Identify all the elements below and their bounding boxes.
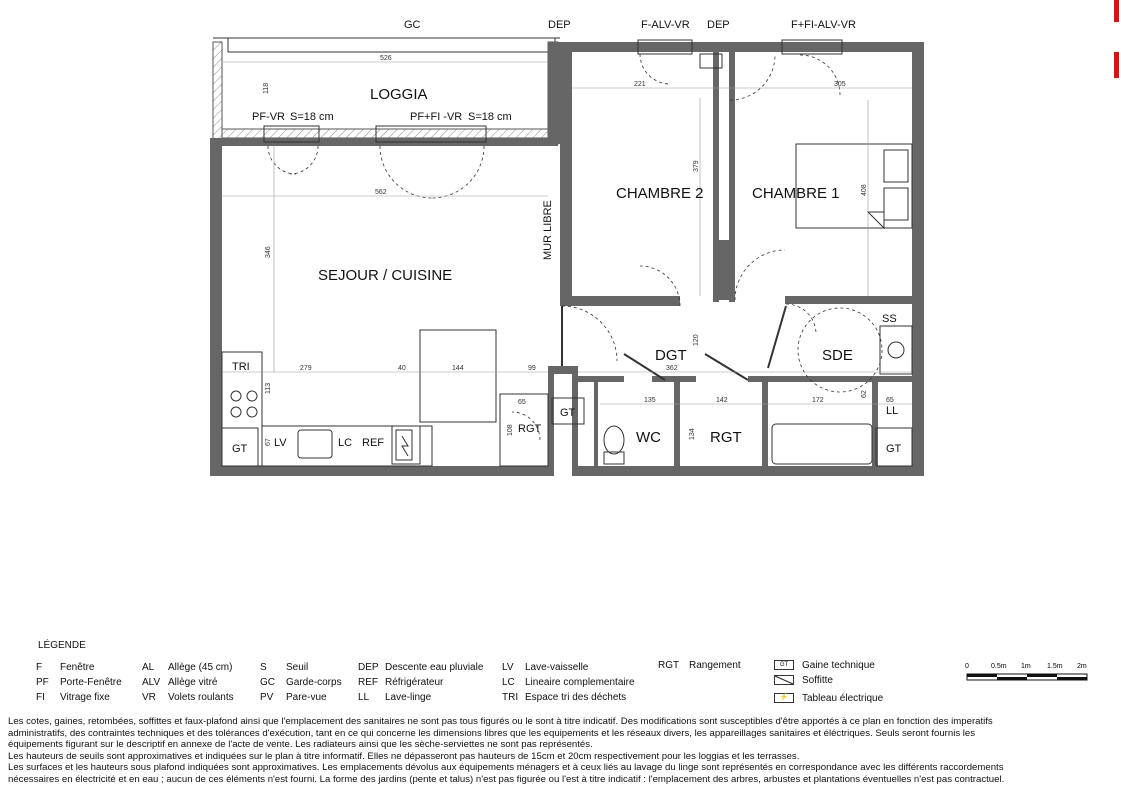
label-gc: GC [404, 19, 421, 31]
legend-item [142, 660, 234, 675]
dim-562: 562 [375, 189, 387, 196]
dim-144: 144 [452, 365, 464, 372]
note-line: Les cotes, gaines, retombées, soffittes et faux-plafond ainsi que l'emplacement des sanitaires ne sont pas tous figurés ou le sont à titre indicatif. Des modifications sont susceptibles d'être apportés à ce plan en fonction des imperatifs [8, 716, 993, 727]
scale-label-15: 1.5m [1047, 663, 1063, 670]
legend-item [502, 675, 635, 690]
dim-99: 99 [528, 365, 536, 372]
loggia-sill [222, 129, 548, 138]
label-rgt-small: RGT [518, 423, 542, 435]
label-lc: LC [338, 437, 353, 449]
label-ref: REF [362, 437, 384, 449]
room-sde: SDE [822, 347, 853, 364]
kitchen-counter [222, 330, 496, 466]
legend-abbr: DEP [358, 662, 379, 673]
scale-label-1: 1m [1021, 663, 1031, 670]
legend-item [774, 691, 883, 706]
label-dep-2: DEP [707, 19, 730, 31]
dim-108: 108 [507, 424, 514, 436]
note-line: administratifs, des contraintes techniques et des tolérances d'exécution, tant en ce qui concerne les dimensions libres que les equipements et les réseaux divers, les appareillages sanitaires et éléctriques. Seuls seront fournis les [8, 727, 976, 739]
disclaimer-notes [0, 716, 1121, 786]
room-loggia: LOGGIA [370, 86, 428, 103]
legend-abbr: ALV [142, 677, 161, 688]
dim-142: 142 [716, 397, 728, 404]
label-gt-1: GT [232, 443, 248, 455]
label-f-fi-alv-vr: F+FI-ALV-VR [791, 19, 856, 31]
dim-65a: 65 [518, 399, 526, 406]
label-dep-1: DEP [548, 19, 571, 31]
dim-134: 134 [689, 428, 696, 440]
dim-135: 135 [644, 397, 656, 404]
label-f-alv-vr: F-ALV-VR [641, 19, 690, 31]
legend-abbr: PV [260, 692, 274, 703]
legend-text: Allège (45 cm) [168, 662, 233, 673]
legend-text: Lineaire complementaire [525, 677, 635, 688]
dim-305: 305 [834, 81, 846, 88]
legend-text: Volets roulants [168, 692, 234, 703]
dim-362: 362 [666, 365, 678, 372]
legend-text: Pare-vue [286, 692, 327, 703]
legend-text: Tableau électrique [802, 693, 884, 704]
legend-abbr: LL [358, 692, 370, 703]
room-chambre-2: CHAMBRE 2 [616, 185, 704, 202]
legend-col-3 [260, 660, 342, 705]
label-ss: SS [882, 313, 897, 325]
legend-item [774, 658, 883, 673]
label-pf-fi-vr: PF+FI -VR [410, 111, 463, 123]
tableau-electrique [396, 430, 412, 460]
soffite-icon [774, 675, 794, 685]
legend-abbr: S [260, 662, 267, 673]
legend-abbr: FI [36, 692, 45, 703]
legend-text: Gaine technique [802, 660, 875, 671]
legend-abbr: LC [502, 677, 515, 688]
legend-abbr: REF [358, 677, 378, 688]
scale-label-0: 0 [965, 663, 969, 670]
note-line: Les surfaces et les hauteurs sous plafond indiquées sont approximatives. Les emplacements dévolus aux équipements ménagers et à ceux liés au lavage du linge sont représentés en correspondance avec les différents raccordements [8, 762, 1004, 774]
legend-col-6 [658, 658, 741, 673]
legend-text: Seuil [286, 662, 309, 673]
legend-item [142, 690, 234, 705]
label-lv: LV [274, 437, 287, 449]
tableau-icon: ⚡ [774, 693, 794, 703]
room-dgt: DGT [655, 347, 687, 364]
legend-text: Descente eau pluviale [385, 662, 484, 673]
note-line: Les hauteurs de seuils sont approximatives et indiquées sur le plan à titre informatif. Elles ne dépasseront pas hauteurs de 15cm et 20cm respectivement pour les loggias et les terrasses. [8, 750, 800, 762]
legend-text: Vitrage fixe [60, 692, 110, 703]
legend-col-7 [774, 658, 883, 706]
legend-item [358, 660, 483, 675]
legend-item [260, 675, 342, 690]
legend-text: Soffitte [802, 675, 833, 686]
dim-67: 67 [265, 438, 272, 446]
legend-item [658, 658, 741, 673]
label-tri: TRI [232, 361, 250, 373]
dim-379: 379 [693, 160, 700, 172]
legend-abbr: PF [36, 677, 49, 688]
legend-abbr: GC [260, 677, 275, 688]
dim-118: 118 [263, 82, 270, 94]
legend-item [502, 690, 635, 705]
dim-526: 526 [380, 55, 392, 62]
legend-text: Lave-vaisselle [525, 662, 589, 673]
legend-text: Fenêtre [60, 662, 95, 673]
legend-abbr: F [36, 662, 43, 673]
legend-item [260, 690, 342, 705]
room-chambre-1: CHAMBRE 1 [752, 185, 840, 202]
legend-item [36, 675, 122, 690]
dim-65b: 65 [886, 397, 894, 404]
dim-120: 120 [693, 334, 700, 346]
dim-113: 113 [265, 382, 272, 394]
label-seuil-1: S=18 cm [290, 111, 334, 123]
legend-abbr: AL [142, 662, 155, 673]
legend-abbr: VR [142, 692, 156, 703]
scale-label-05: 0.5m [991, 663, 1007, 670]
legend-abbr: LV [502, 662, 514, 673]
label-gt-3: GT [886, 443, 902, 455]
legend-item [260, 660, 342, 675]
legend-text: Lave-linge [385, 692, 432, 703]
dim-346: 346 [265, 246, 272, 258]
legend-item [358, 690, 483, 705]
label-ll: LL [886, 405, 899, 417]
dim-40: 40 [398, 365, 406, 372]
legend-text: Espace tri des déchets [525, 692, 627, 703]
legend-item [502, 660, 635, 675]
legend-item [142, 675, 234, 690]
legend-col-2 [142, 660, 234, 705]
dim-62: 62 [861, 390, 868, 398]
dim-221: 221 [634, 81, 646, 88]
room-rgt: RGT [710, 429, 742, 446]
legend-abbr: RGT [658, 660, 680, 671]
legend-col-4 [358, 660, 483, 705]
legend-text: Réfrigérateur [385, 677, 444, 688]
room-sejour-cuisine: SEJOUR / CUISINE [318, 267, 453, 284]
label-gt-2: GT [560, 407, 576, 419]
note-line: nécessaires en électricité et en eau ; aucun de ces éléments n'est fourni. La forme des jardins (pente et talus) n'est pas figurée ou l'est à titre indicatif : l'emplacement des arbres, arbustes et plantations éventuelles n'est pas contractuel. [8, 773, 1005, 785]
label-seuil-2: S=18 cm [468, 111, 512, 123]
room-wc: WC [636, 429, 661, 446]
legend-text: Garde-corps [286, 677, 342, 688]
legend-text: Rangement [689, 660, 741, 671]
scale-label-2: 2m [1077, 663, 1087, 670]
legend-title: LÉGENDE [38, 640, 86, 651]
dim-408: 408 [861, 184, 868, 196]
legend-text: Allège vitré [168, 677, 218, 688]
legend-item [358, 675, 483, 690]
legend-item [36, 660, 122, 675]
loggia-wall-left [213, 42, 222, 144]
label-pf-vr: PF-VR [252, 111, 285, 123]
dim-172: 172 [812, 397, 824, 404]
note-line: équipements figurant sur le descriptif en annexe de l'acte de vente. Les radiateurs ainsi que les sèche-serviettes ne sont pas représentés. [8, 739, 593, 751]
legend-col-1 [36, 660, 122, 705]
dim-279: 279 [300, 365, 312, 372]
legend-text: Porte-Fenêtre [60, 677, 122, 688]
legend-item [774, 673, 883, 688]
legend-col-5 [502, 660, 635, 705]
scale-bar [965, 660, 1095, 688]
gaine-icon: GT [774, 660, 794, 670]
legend-item [36, 690, 122, 705]
legend-abbr: TRI [502, 692, 519, 703]
label-mur-libre: MUR LIBRE [542, 200, 554, 260]
